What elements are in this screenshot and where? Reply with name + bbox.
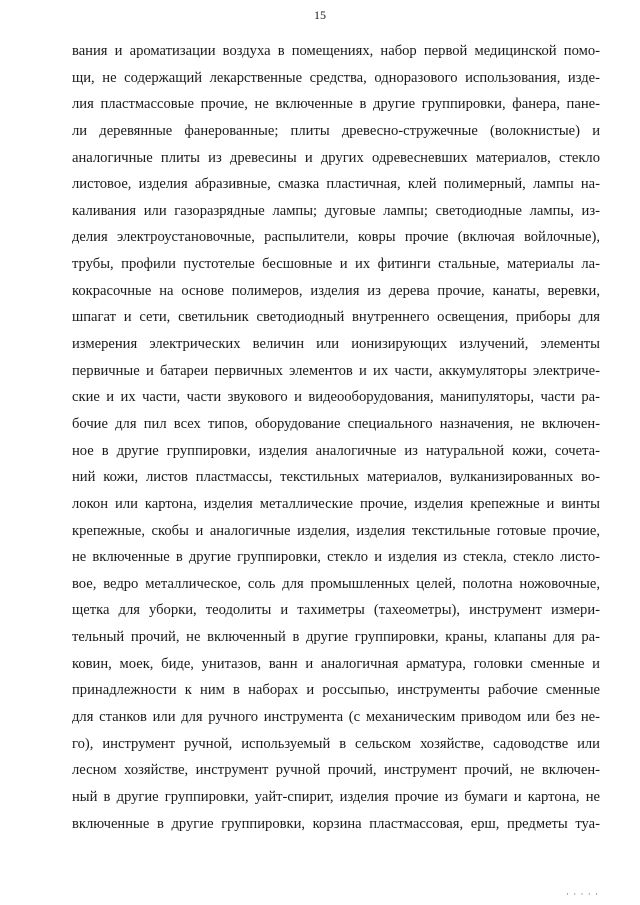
text-line: бочие для пил всех типов, оборудование специального назначения, не включен- [72,415,600,432]
page-number: 15 [314,8,326,22]
text-line: лесном хозяйстве, инструмент ручной прочий, инструмент прочий, не включен- [72,762,600,779]
text-line: аналогичные плиты из древесины и других одревесневших материалов, стекло [72,149,600,166]
text-line: ские и их части, части звукового и видеооборудования, манипуляторы, части ра- [72,389,600,406]
text-line: для станков или для ручного инструмента (с механическим приводом или без не- [72,709,600,726]
body-text [72,38,600,837]
text-line: включенные в другие группировки, корзина пластмассовая, ерш, предметы туа- [72,815,600,832]
text-line: первичные и батареи первичных элементов и их части, аккумуляторы электриче- [72,362,600,379]
text-line: делия электроустановочные, распылители, ковры прочие (включая войлочные), [72,229,600,246]
text-line: ний кожи, листов пластмассы, текстильных материалов, вулканизированных во- [72,469,600,486]
text-line: не включенные в другие группировки, стекло и изделия из стекла, стекло листо- [72,549,600,566]
text-line: тельный прочий, не включенный в другие группировки, краны, клапаны для ра- [72,629,600,646]
text-line: щетка для уборки, теодолиты и тахиметры (тахеометры), инструмент измери- [72,602,600,619]
text-line: ный в другие группировки, уайт-спирит, изделия прочие из бумаги и картона, не [72,788,600,805]
text-line: листовое, изделия абразивные, смазка пластичная, клей полимерный, лампы на- [72,176,600,193]
text-line: вания и ароматизации воздуха в помещениях, набор первой медицинской помо- [72,43,600,59]
text-line: ли деревянные фанерованные; плиты древесно-стружечные (волокнистые) и [72,122,600,139]
text-line: измерения электрических величин или ионизирующих излучений, элементы [72,336,600,353]
text-line: кокрасочные на основе полимеров, изделия из дерева прочие, канаты, веревки, [72,282,600,299]
text-line: крепежные, скобы и аналогичные изделия, изделия текстильные готовые прочие, [72,522,600,539]
text-line: щи, не содержащий лекарственные средства, одноразового использования, изде- [72,69,600,86]
text-line: вое, ведро металлическое, соль для промышленных целей, полотна ножовочные, [72,575,600,592]
text-line: каливания или газоразрядные лампы; дуговые лампы; светодиодные лампы, из- [72,202,600,219]
text-line: го), инструмент ручной, используемый в сельском хозяйстве, садоводстве или [72,735,600,752]
text-line: ное в другие группировки, изделия аналогичные из натуральной кожи, сочета- [72,442,600,459]
text-line: шпагат и сети, светильник светодиодный внутреннего освещения, приборы для [72,309,600,326]
text-line: локон или картона, изделия металлические прочие, изделия крепежные и винты [72,495,600,512]
text-line: принадлежности к ним в наборах и россыпью, инструменты рабочие сменные [72,682,600,699]
text-line: ковин, моек, биде, унитазов, ванн и аналогичная арматура, головки сменные и [72,655,600,672]
text-line: трубы, профили пустотелые бесшовные и их фитинги стальные, материалы ла- [72,256,600,273]
text-line: лия пластмассовые прочие, не включенные в другие группировки, фанера, пане- [72,96,600,113]
scan-marks: · · · · · [566,889,599,899]
